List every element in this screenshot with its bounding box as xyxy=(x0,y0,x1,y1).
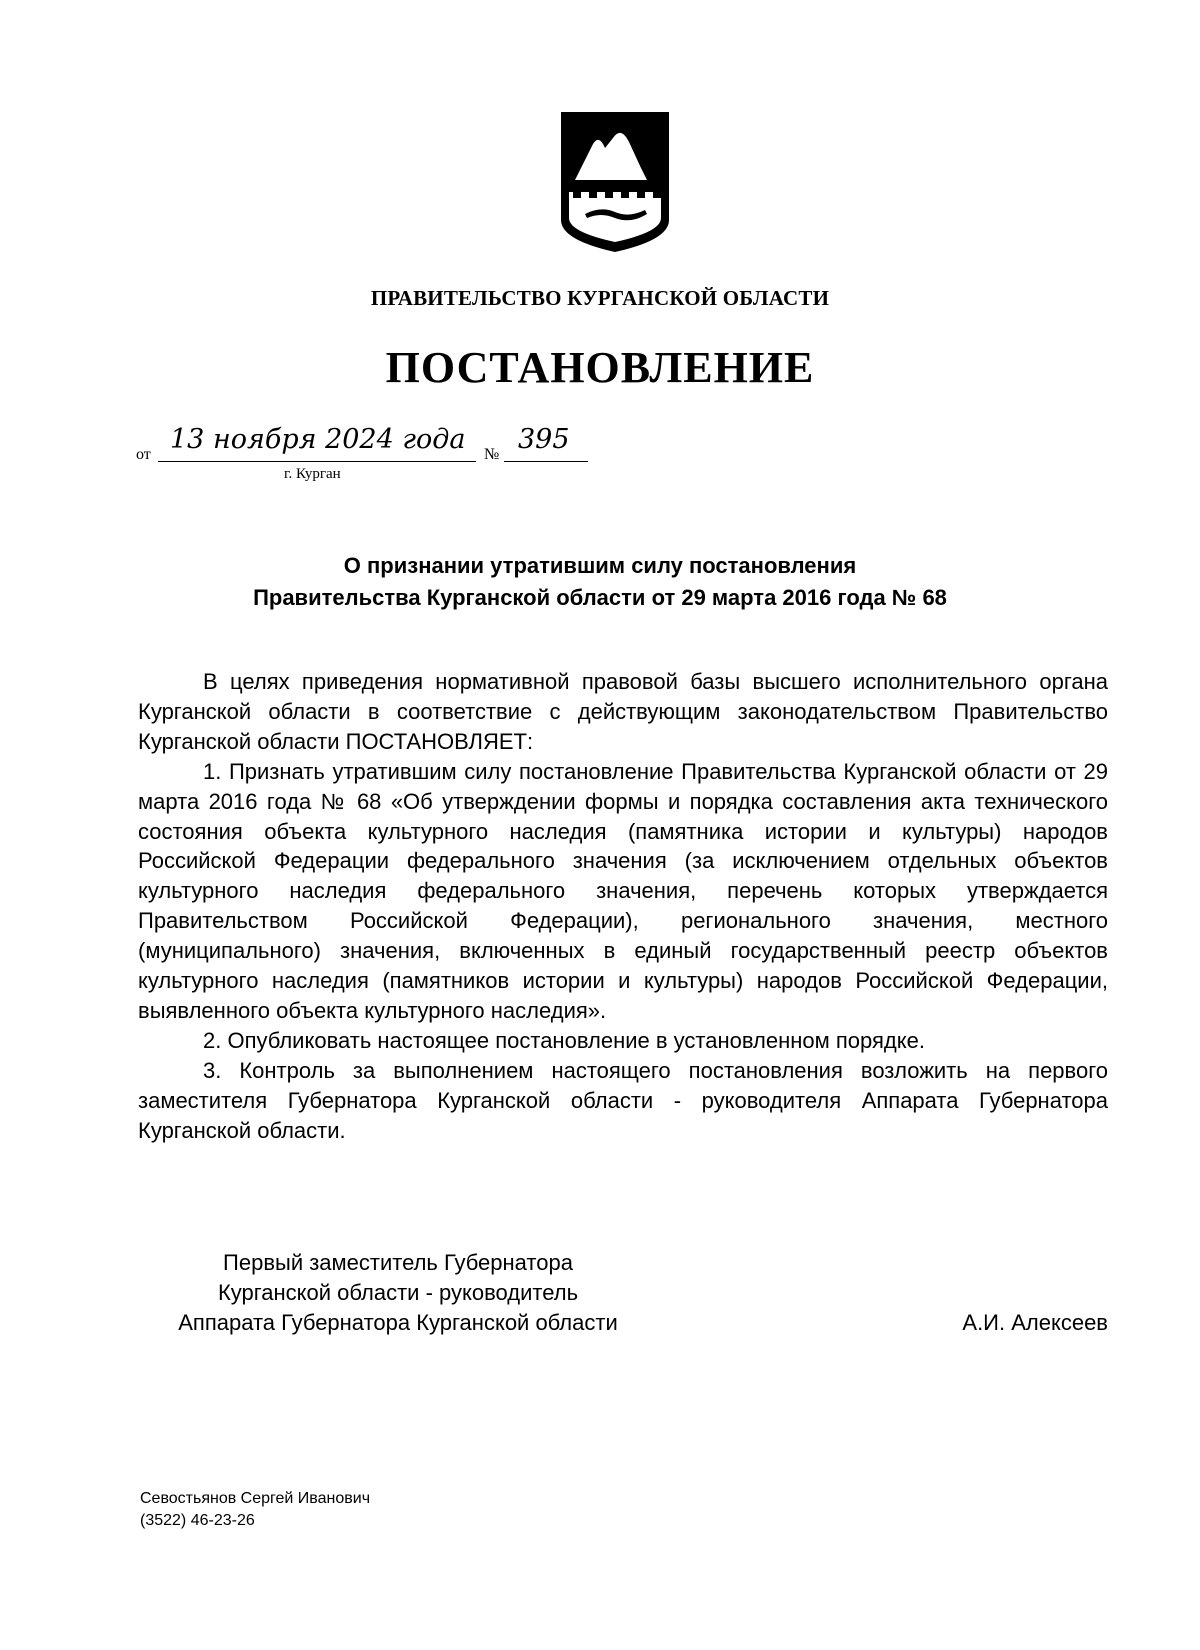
position-line: Аппарата Губернатора Курганской области xyxy=(178,1310,618,1335)
organization-name: ПРАВИТЕЛЬСТВО КУРГАНСКОЙ ОБЛАСТИ xyxy=(370,286,830,310)
position-line: Первый заместитель Губернатора xyxy=(223,1250,573,1275)
document-body xyxy=(138,667,1108,1146)
executor-phone: (3522) 46-23-26 xyxy=(140,1512,255,1529)
handwritten-number: 395 xyxy=(518,424,570,455)
date-underline xyxy=(158,461,476,462)
executor-name: Севостьянов Сергей Иванович xyxy=(140,1490,371,1507)
body-paragraph: 3. Контроль за выполнением настоящего постановления возложить на первого заместителя Губернатора Курганской области - руководителя Аппарата Губернатора Курганской области. xyxy=(138,1057,1108,1143)
date-number-line xyxy=(136,424,656,482)
document-type: ПОСТАНОВЛЕНИЕ xyxy=(385,343,815,392)
city-label: г. Курган xyxy=(284,466,341,482)
body-paragraph: В целях приведения нормативной правовой базы высшего исполнительного органа Курганской области в соответствие с действующим законодательством Правительство Курганской области ПОСТАНОВЛЯЕТ: xyxy=(138,669,1108,754)
document-title xyxy=(0,550,1200,614)
position-line: Курганской области - руководитель xyxy=(217,1280,579,1305)
title-line-1: О признании утратившим силу постановления xyxy=(343,553,857,578)
body-paragraph: 2. Опубликовать настоящее постановление в установленном порядке. xyxy=(203,1027,925,1053)
signatory-name: А.И. Алексеев xyxy=(962,1310,1108,1335)
body-paragraph: 1. Признать утратившим силу постановление Правительства Курганской области от 29 марта 2016 года № 68 «Об утверждении формы и порядка составления акта технического состояния объекта культурного наследия (памятника истории и культуры) народов Российской Федерации федерального значения (за исключением отдельных объектов культурного наследия федерального значения, перечень которых утверждается Правительством Российской Федерации), регионального значения, местного (муниципального) значения, включенных в единый государственный реестр объектов культурного наследия (памятников истории и культуры) народов Российской Федерации, выявленного объекта культурного наследия». xyxy=(138,758,1108,1023)
coat-of-arms-icon xyxy=(555,108,675,258)
number-underline xyxy=(504,461,588,462)
from-label: от xyxy=(136,446,151,463)
handwritten-date: 13 ноября 2024 года xyxy=(170,424,466,455)
title-line-2: Правительства Курганской области от 29 марта 2016 года № 68 xyxy=(253,585,947,610)
number-label: № xyxy=(484,446,500,463)
signatory-position xyxy=(138,1248,658,1338)
executor-block xyxy=(140,1488,370,1532)
